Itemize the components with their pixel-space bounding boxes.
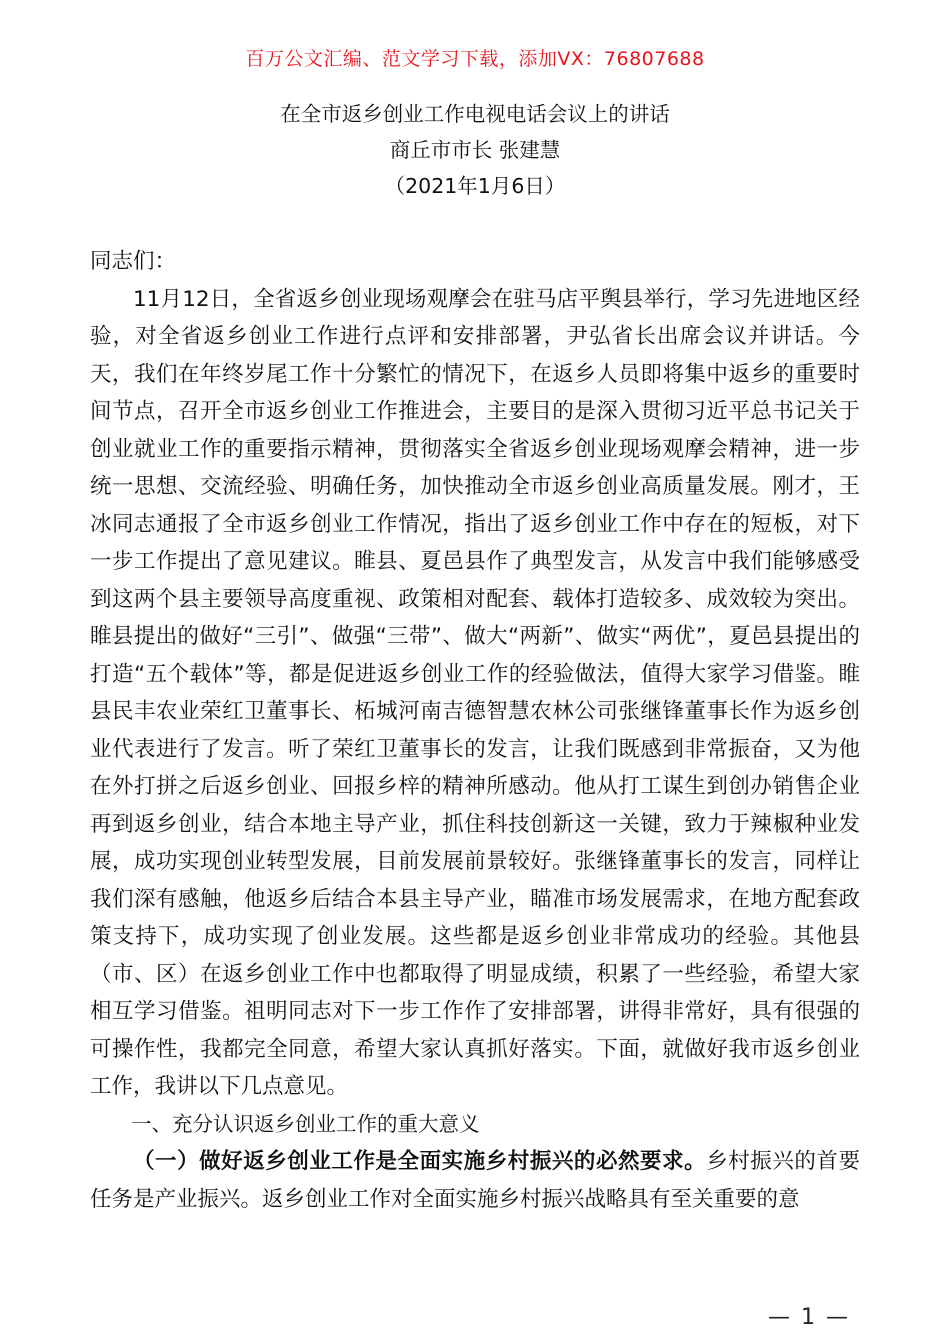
- document-body: [90, 243, 860, 1218]
- speech-date: （2021年1月6日）: [384, 174, 566, 198]
- speaker-line: 商丘市市长 张建慧: [389, 138, 561, 162]
- title-block: [0, 96, 950, 204]
- subsection-text: 乡村振兴的首要任务是产业振兴。返乡创业工作对全面实施乡村振兴战略具有至关重要的意: [90, 1149, 860, 1212]
- salutation: 同志们：: [90, 249, 177, 274]
- body-paragraph: 11月12日，全省返乡创业现场观摩会在驻马店平舆县举行，学习先进地区经验，对全省返乡创业工作进行点评和安排部署，尹弘省长出席会议并讲话。今天，我们在年终岁尾工作十分繁忙的情况下，在返乡人员即将集中返乡的重要时间节点，召开全市返乡创业工作推进会，主要目的是深入贯彻习近平总书记关于创业就业工作的重要指示精神，贯彻落实全省返乡创业现场观摩会精神，进一步统一思想、交流经验、明确任务，加快推动全市返乡创业高质量发展。刚才，王冰同志通报了全市返乡创业工作情况，指出了返乡创业工作中存在的短板，对下一步工作提出了意见建议。睢县、夏邑县作了典型发言，从发言中我们能够感受到这两个县主要领导高度重视、政策相对配套、载体打造较多、成效较为突出。睢县提出的做好“三引”、做强“三带”、做大“两新”、做实“两优”，夏邑县提出的打造“五个载体”等，都是促进返乡创业工作的经验做法，值得大家学习借鉴。睢县民丰农业荣红卫董事长、柘城河南吉德智慧农林公司张继锋董事长作为返乡创业代表进行了发言。听了荣红卫董事长的发言，让我们既感到非常振奋，又为他在外打拼之后返乡创业、回报乡梓的精神所感动。他从打工谋生到创办销售企业再到返乡创业，结合本地主导产业，抓住科技创新这一关键，致力于辣椒种业发展，成功实现创业转型发展，目前发展前景较好。张继锋董事长的发言，同样让我们深有感触，他返乡后结合本县主导产业，瞄准市场发展需求，在地方配套政策支持下，成功实现了创业发展。这些都是返乡创业非常成功的经验。其他县（市、区）在返乡创业工作中也都取得了明显成绩，积累了一些经验，希望大家相互学习借鉴。祖明同志对下一步工作作了安排部署，讲得非常好，具有很强的可操作性，我都完全同意，希望大家认真抓好落实。下面，就做好我市返乡创业工作，我讲以下几点意见。: [90, 286, 860, 1099]
- watermark-text: 百万公文汇编、范文学习下载，添加VX：76807688: [245, 48, 705, 70]
- section-heading: 一、充分认识返乡创业工作的重大意义: [131, 1111, 480, 1136]
- page-number: — 1 —: [768, 1305, 850, 1330]
- speech-title: 在全市返乡创业工作电视电话会议上的讲话: [280, 102, 670, 126]
- subsection-paragraph: [90, 1143, 860, 1218]
- subsection-heading: （一）做好返乡创业工作是全面实施乡村振兴的必然要求。: [133, 1149, 707, 1174]
